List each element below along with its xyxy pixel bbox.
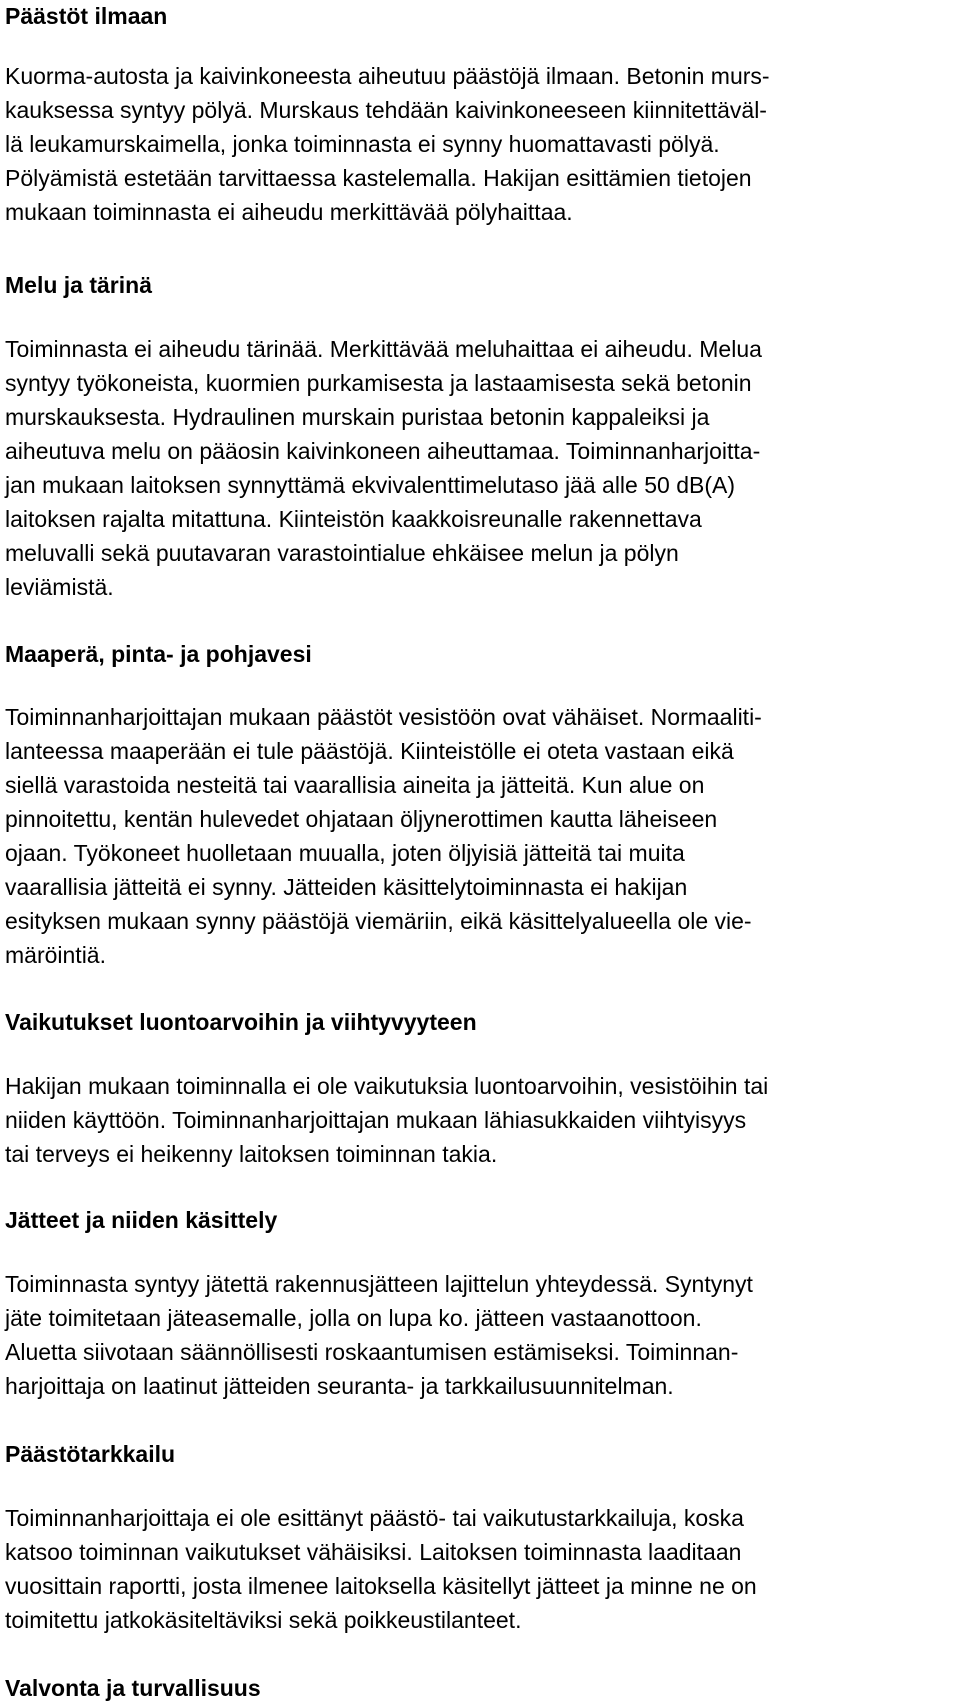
section-paragraph-vaikutukset xyxy=(5,1069,768,1171)
text-line: pinnoitettu, kentän hulevedet ohjataan öljynerottimen kautta läheiseen xyxy=(5,806,718,832)
text-line: jan mukaan laitoksen synnyttämä ekvivalenttimelutaso jää alle 50 dB(A) xyxy=(5,472,735,498)
text-line: syntyy työkoneista, kuormien purkamisesta ja lastaamisesta sekä betonin xyxy=(5,370,752,396)
text-line: laitoksen rajalta mitattuna. Kiinteistön kaakkoisreunalle rakennettava xyxy=(5,506,702,532)
text-line: tai terveys ei heikenny laitoksen toiminnan takia. xyxy=(5,1141,498,1167)
section-heading-paastot-ilmaan: Päästöt ilmaan xyxy=(5,3,168,29)
text-line: Toiminnanharjoittaja ei ole esittänyt päästö- tai vaikutustarkkailuja, koska xyxy=(5,1505,744,1531)
section-paragraph-maapera xyxy=(5,700,762,972)
text-line: Aluetta siivotaan säännöllisesti roskaantumisen estämiseksi. Toiminnan- xyxy=(5,1339,739,1365)
section-paragraph-jatteet xyxy=(5,1267,753,1403)
text-line: märöintiä. xyxy=(5,942,106,968)
section-paragraph-melu-ja-tarina xyxy=(5,332,762,604)
text-line: murskauksesta. Hydraulinen murskain puristaa betonin kappaleiksi ja xyxy=(5,404,710,430)
text-line: Toiminnasta ei aiheudu tärinää. Merkittävää meluhaittaa ei aiheudu. Melua xyxy=(5,336,762,362)
section-heading-paastotarkkailu: Päästötarkkailu xyxy=(5,1441,176,1467)
text-line: vaarallisia jätteitä ei synny. Jätteiden käsittelytoiminnasta ei hakijan xyxy=(5,874,688,900)
section-paragraph-paastotarkkailu xyxy=(5,1501,757,1637)
text-line: Hakijan mukaan toiminnalla ei ole vaikutuksia luontoarvoihin, vesistöihin tai xyxy=(5,1073,769,1099)
text-line: Pölyämistä estetään tarvittaessa kastelemalla. Hakijan esittämien tietojen xyxy=(5,165,752,191)
text-line: jäte toimitetaan jäteasemalle, jolla on lupa ko. jätteen vastaanottoon. xyxy=(5,1305,702,1331)
text-line: leviämistä. xyxy=(5,574,114,600)
text-line: Toiminnanharjoittajan mukaan päästöt vesistöön ovat vähäiset. Normaaliti- xyxy=(5,704,762,730)
text-line: lä leukamurskaimella, jonka toiminnasta ei synny huomattavasti pölyä. xyxy=(5,131,720,157)
text-line: meluvalli sekä puutavaran varastointialue ehkäisee melun ja pölyn xyxy=(5,540,679,566)
section-heading-melu-ja-tarina: Melu ja tärinä xyxy=(5,272,152,298)
text-line: katsoo toiminnan vaikutukset vähäisiksi. Laitoksen toiminnasta laaditaan xyxy=(5,1539,742,1565)
text-line: niiden käyttöön. Toiminnanharjoittajan mukaan lähiasukkaiden viihtyisyys xyxy=(5,1107,747,1133)
text-line: esityksen mukaan synny päästöjä viemäriin, eikä käsittelyalueella ole vie- xyxy=(5,908,752,934)
section-paragraph-paastot-ilmaan xyxy=(5,59,770,229)
text-line: ojaan. Työkoneet huolletaan muualla, joten öljyisiä jätteitä tai muita xyxy=(5,840,685,866)
text-line: siellä varastoida nesteitä tai vaarallisia aineita ja jätteitä. Kun alue on xyxy=(5,772,705,798)
text-line: lanteessa maaperään ei tule päästöjä. Kiinteistölle ei oteta vastaan eikä xyxy=(5,738,734,764)
section-heading-jatteet: Jätteet ja niiden käsittely xyxy=(5,1207,278,1233)
section-heading-valvonta: Valvonta ja turvallisuus xyxy=(5,1675,261,1701)
text-line: vuosittain raportti, josta ilmenee laitoksella käsitellyt jätteet ja minne ne on xyxy=(5,1573,757,1599)
text-line: Toiminnasta syntyy jätettä rakennusjätteen lajittelun yhteydessä. Syntynyt xyxy=(5,1271,753,1297)
text-line: mukaan toiminnasta ei aiheudu merkittävää pölyhaittaa. xyxy=(5,199,573,225)
text-line: harjoittaja on laatinut jätteiden seuranta- ja tarkkailusuunnitelman. xyxy=(5,1373,674,1399)
text-line: toimitettu jatkokäsiteltäviksi sekä poikkeustilanteet. xyxy=(5,1607,522,1633)
text-line: kauksessa syntyy pölyä. Murskaus tehdään kaivinkoneeseen kiinnitettäväl- xyxy=(5,97,767,123)
text-line: aiheutuva melu on pääosin kaivinkoneen aiheuttamaa. Toiminnanharjoitta- xyxy=(5,438,761,464)
text-line: Kuorma-autosta ja kaivinkoneesta aiheutuu päästöjä ilmaan. Betonin murs- xyxy=(5,63,770,89)
section-heading-maapera: Maaperä, pinta- ja pohjavesi xyxy=(5,641,312,667)
section-heading-vaikutukset: Vaikutukset luontoarvoihin ja viihtyvyyteen xyxy=(5,1009,477,1035)
